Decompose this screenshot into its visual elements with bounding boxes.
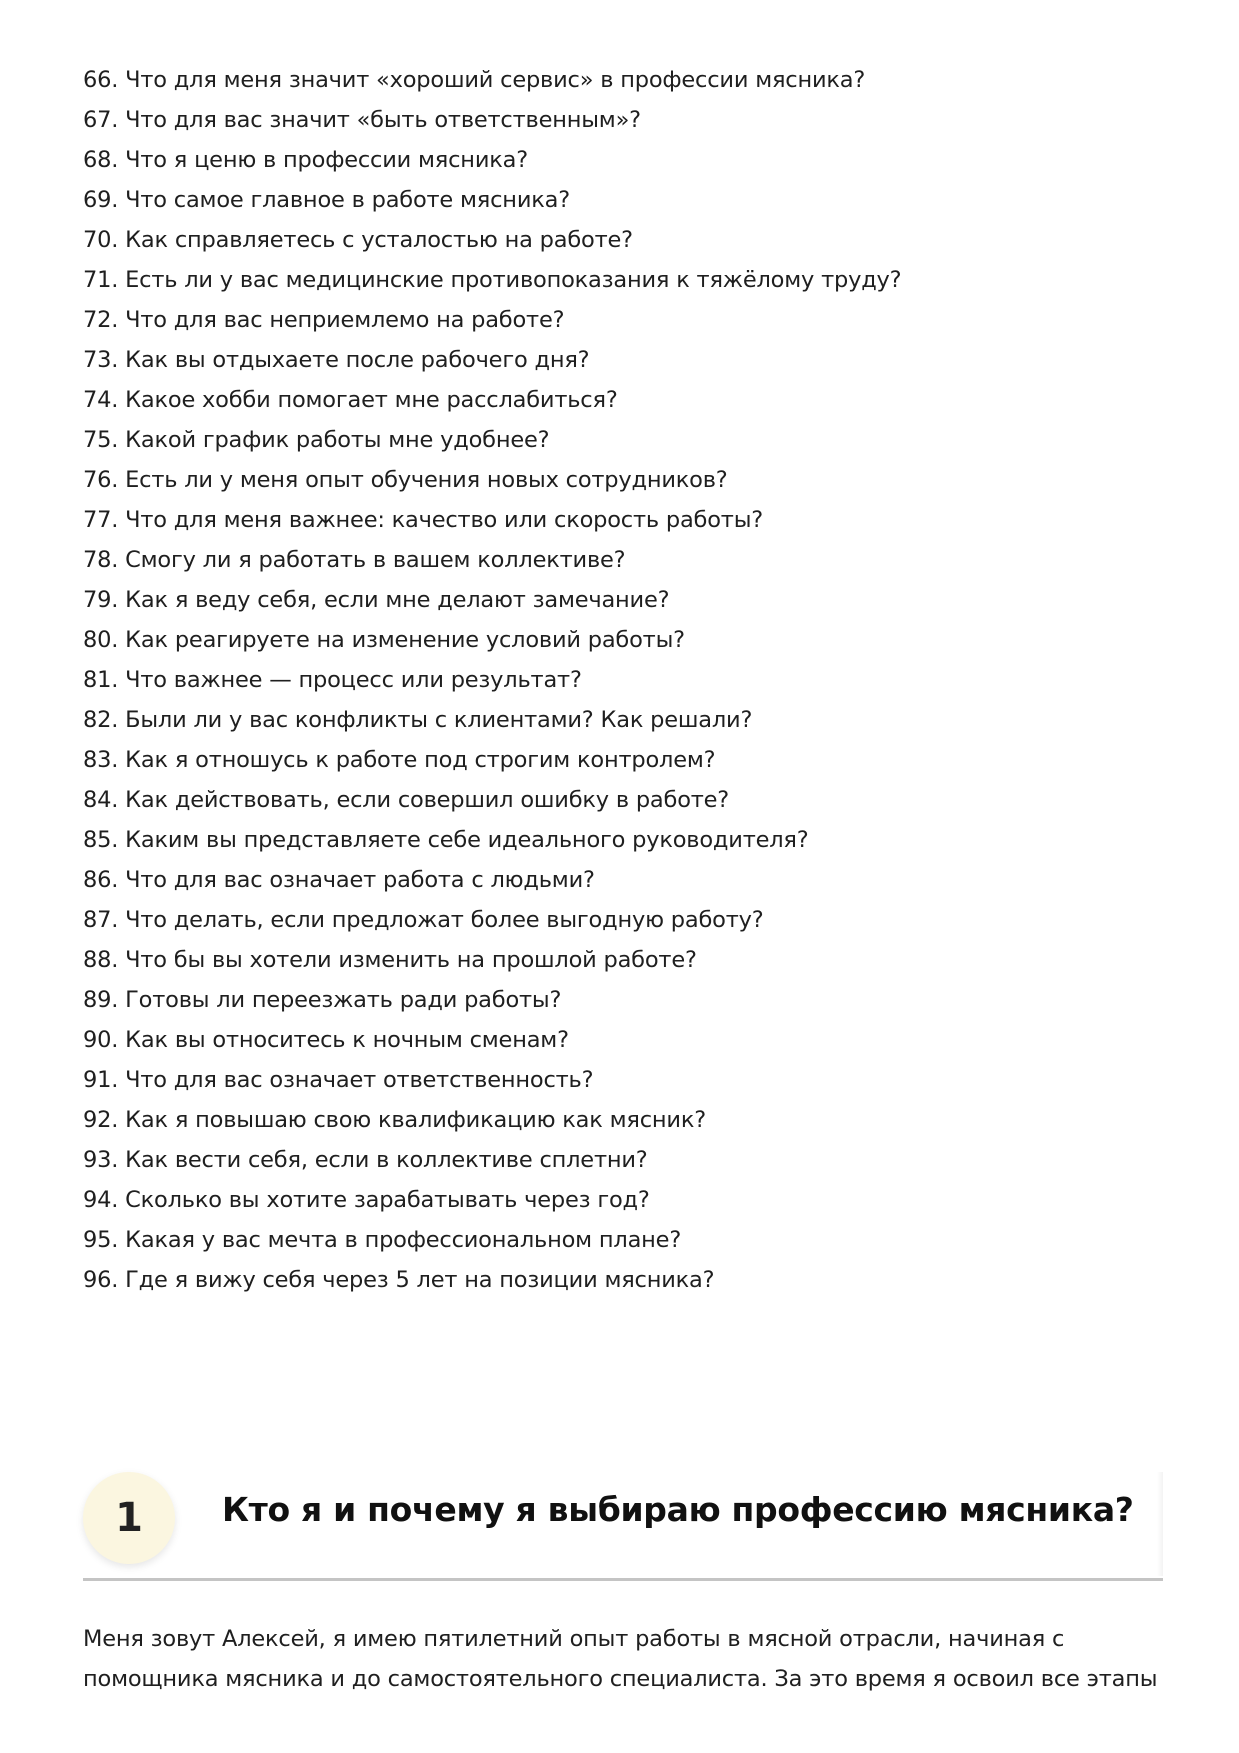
question-item: 91. Что для вас означает ответственность? xyxy=(83,1067,594,1093)
question-item: 82. Были ли у вас конфликты с клиентами? Как решали? xyxy=(83,707,753,733)
question-item: 74. Какое хобби помогает мне расслабиться? xyxy=(83,387,618,413)
question-item: 94. Сколько вы хотите зарабатывать через год? xyxy=(83,1187,650,1213)
question-item: 88. Что бы вы хотели изменить на прошлой работе? xyxy=(83,947,697,973)
section-header-shadow xyxy=(1157,1472,1163,1576)
question-item: 79. Как я веду себя, если мне делают замечание? xyxy=(83,587,670,613)
paragraph-line: помощника мясника и до самостоятельного специалиста. За это время я освоил все этапы xyxy=(83,1666,1158,1692)
section-number-badge: 1 xyxy=(83,1472,175,1564)
question-item: 67. Что для вас значит «быть ответственным»? xyxy=(83,107,641,133)
question-item: 72. Что для вас неприемлемо на работе? xyxy=(83,307,565,333)
question-item: 76. Есть ли у меня опыт обучения новых сотрудников? xyxy=(83,467,728,493)
section-paragraph xyxy=(83,1619,1163,1699)
question-item: 75. Какой график работы мне удобнее? xyxy=(83,427,550,453)
question-item: 69. Что самое главное в работе мясника? xyxy=(83,187,570,213)
question-item: 77. Что для меня важнее: качество или скорость работы? xyxy=(83,507,764,533)
question-item: 70. Как справляетесь с усталостью на работе? xyxy=(83,227,633,253)
section-divider xyxy=(83,1578,1163,1581)
question-item: 89. Готовы ли переезжать ради работы? xyxy=(83,987,562,1013)
question-item: 80. Как реагируете на изменение условий работы? xyxy=(83,627,685,653)
paragraph-line: Меня зовут Алексей, я имею пятилетний опыт работы в мясной отрасли, начиная с xyxy=(83,1626,1065,1652)
question-item: 83. Как я отношусь к работе под строгим контролем? xyxy=(83,747,716,773)
question-item: 85. Каким вы представляете себе идеального руководителя? xyxy=(83,827,809,853)
question-item: 73. Как вы отдыхаете после рабочего дня? xyxy=(83,347,590,373)
question-item: 92. Как я повышаю свою квалификацию как мясник? xyxy=(83,1107,706,1133)
question-item: 96. Где я вижу себя через 5 лет на позиции мясника? xyxy=(83,1267,715,1293)
question-item: 66. Что для меня значит «хороший сервис» в профессии мясника? xyxy=(83,67,866,93)
question-item: 95. Какая у вас мечта в профессиональном плане? xyxy=(83,1227,682,1253)
question-item: 84. Как действовать, если совершил ошибку в работе? xyxy=(83,787,730,813)
section-title: Кто я и почему я выбираю профессию мясника? xyxy=(222,1490,1134,1529)
question-item: 81. Что важнее — процесс или результат? xyxy=(83,667,582,693)
question-item: 93. Как вести себя, если в коллективе сплетни? xyxy=(83,1147,648,1173)
question-item: 87. Что делать, если предложат более выгодную работу? xyxy=(83,907,764,933)
question-list xyxy=(83,60,901,1300)
question-item: 68. Что я ценю в профессии мясника? xyxy=(83,147,528,173)
question-item: 71. Есть ли у вас медицинские противопоказания к тяжёлому труду? xyxy=(83,267,902,293)
question-item: 90. Как вы относитесь к ночным сменам? xyxy=(83,1027,569,1053)
question-item: 86. Что для вас означает работа с людьми? xyxy=(83,867,595,893)
section-header xyxy=(83,1472,1163,1580)
question-item: 78. Смогу ли я работать в вашем коллективе? xyxy=(83,547,626,573)
